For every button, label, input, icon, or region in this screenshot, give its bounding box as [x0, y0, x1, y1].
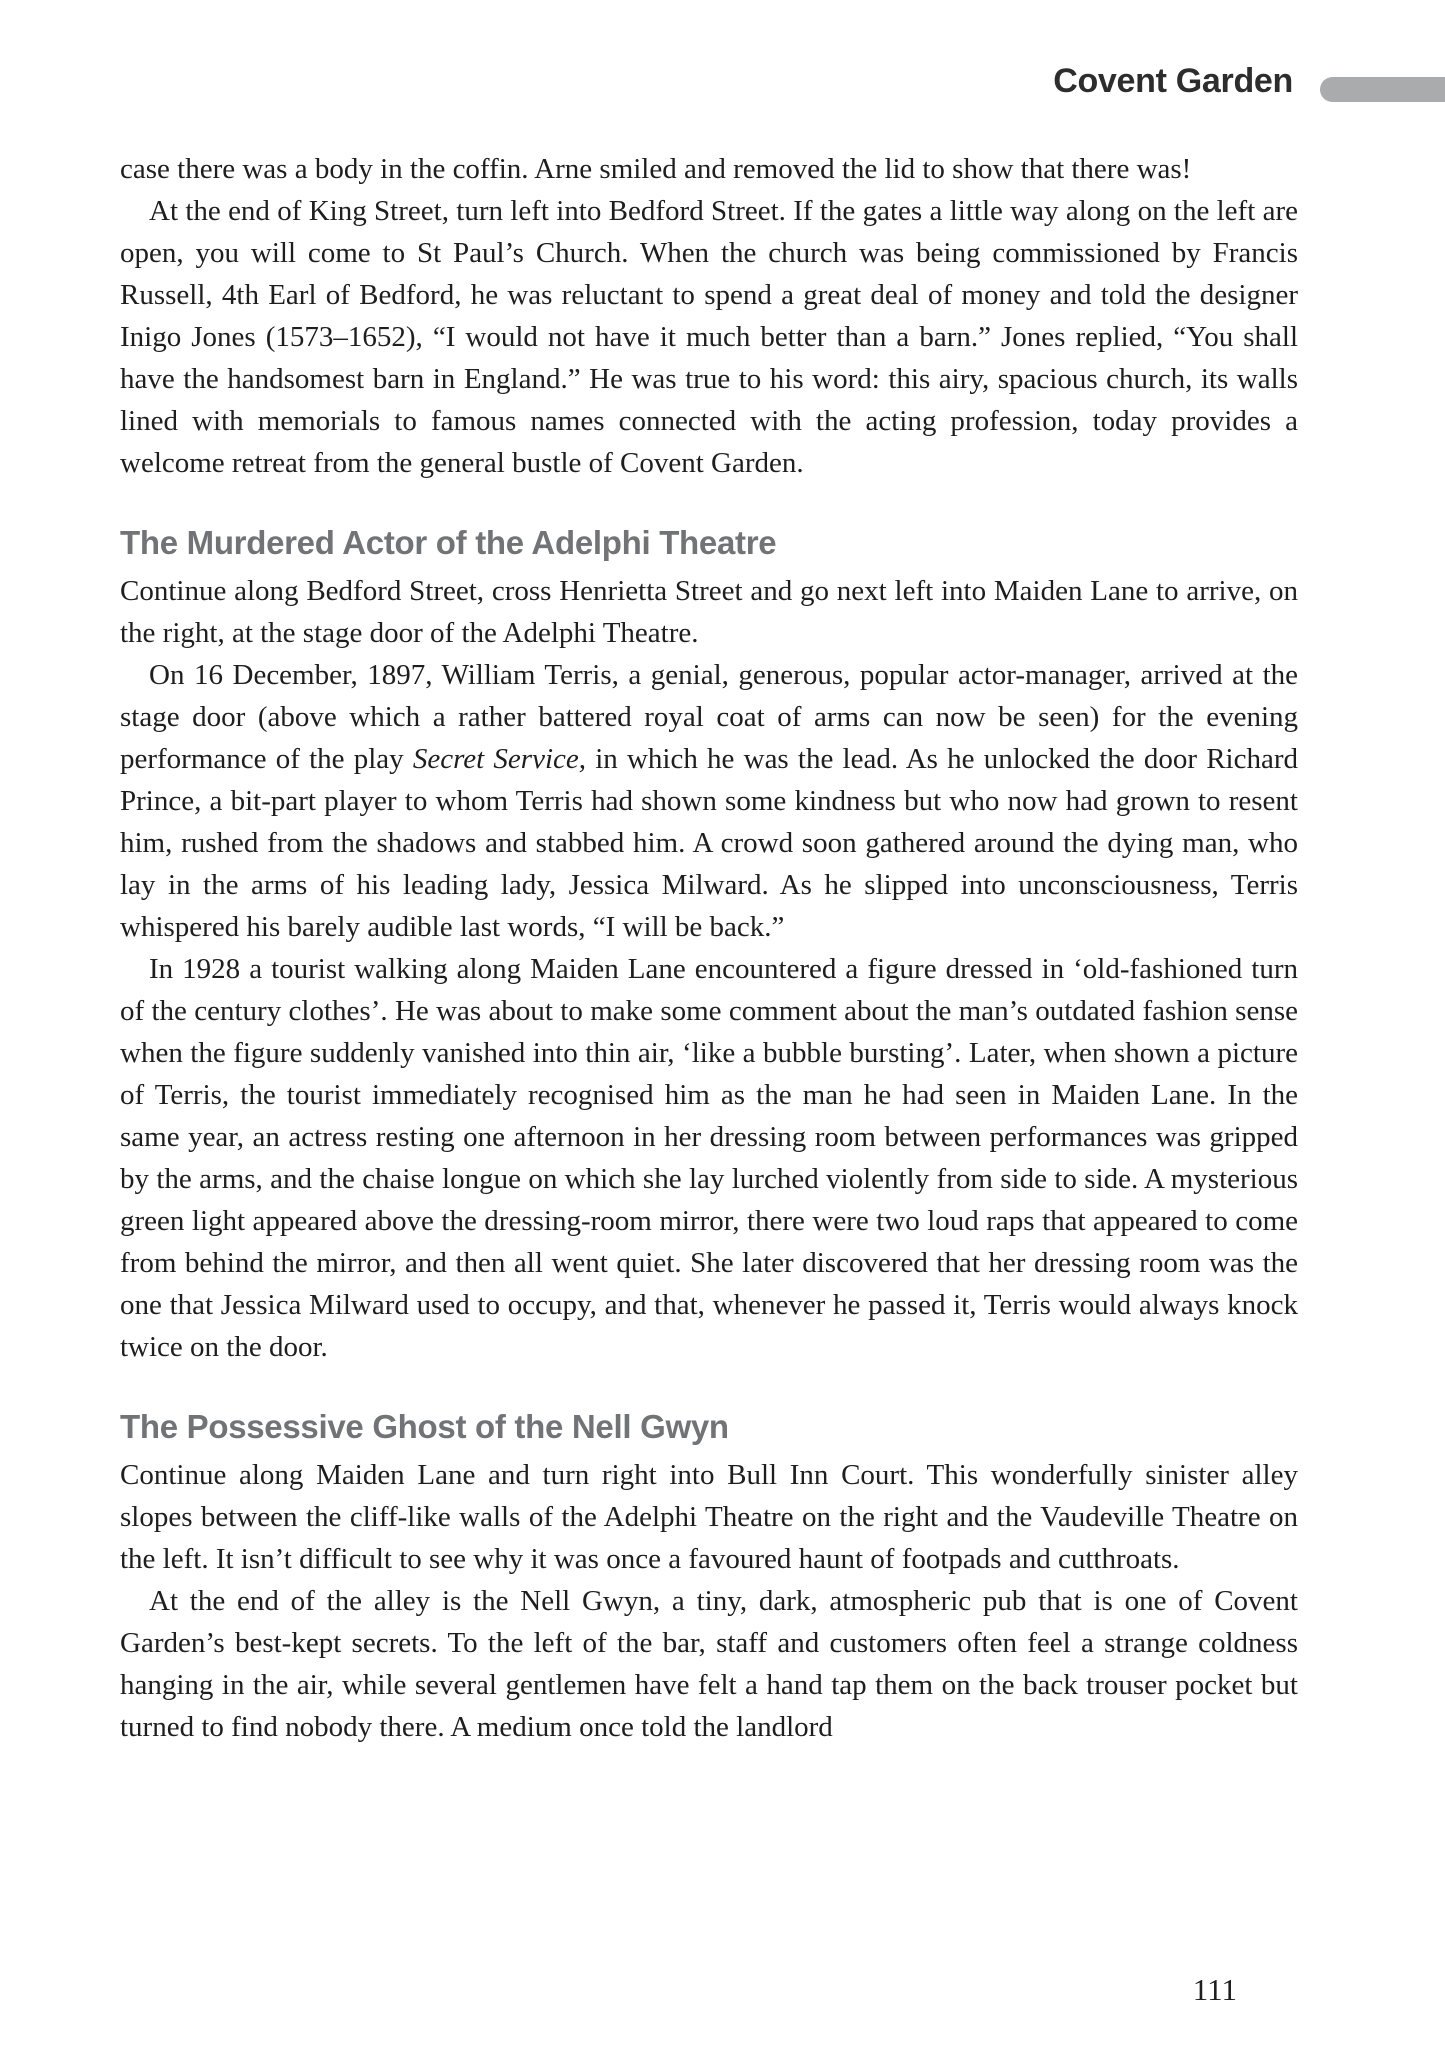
body-paragraph: [120, 948, 1298, 1368]
text-run: In 1928 a tourist walking along Maiden Lane encountered a figure dressed in ‘old-fashioned turn of the century clothes’. He was about to make some comment about the man’s outdated fashion sense when the figure suddenly vanished into thin air, ‘like a bubble bursting’. Later, when shown a picture of Terris, the tourist immediately recognised him as the man he had seen in Maiden Lane. In the same year, an actress resting one afternoon in her dressing room between performances was gripped by the arms, and the chaise longue on which she lay lurched violently from side to side. A mysterious green light appeared above the dressing-room mirror, there were two loud raps that appeared to come from behind the mirror, and then all went quiet. She later discovered that her dressing room was the one that Jessica Milward used to occupy, and that, whenever he passed it, Terris would always knock twice on the door.: [120, 953, 1298, 1363]
body-paragraph: [120, 190, 1298, 484]
running-head-title: Covent Garden: [1053, 62, 1293, 100]
text-run: At the end of King Street, turn left into Bedford Street. If the gates a little way along on the left are open, you will come to St Paul’s Church. When the church was being commissioned by Francis Russell, 4th Earl of Bedford, he was reluctant to spend a great deal of money and told the designer Inigo Jones (1573–1652), “I would not have it much better than a barn.” Jones replied, “You shall have the handsomest barn in England.” He was true to his word: this airy, spacious church, its walls lined with memorials to famous names connected with the acting profession, today provides a welcome retreat from the general bustle of Covent Garden.: [120, 195, 1298, 479]
body-paragraph: [120, 148, 1298, 190]
text-run: On 16 December, 1897, William Terris, a genial, generous, popular actor-manager, arrived at the stage door (above which a rather battered royal coat of arms can now be seen) for the evening performance of the play: [120, 659, 1298, 775]
content: [120, 148, 1298, 1748]
text-run: in which he was the lead. As he unlocked the door Richard Prince, a bit-part player to whom Terris had shown some kindness but who now had grown to resent him, rushed from the shadows and stabbed him. A crowd soon gathered around the dying man, who lay in the arms of his leading lady, Jessica Milward. As he slipped into unconsciousness, Terris whispered his barely audible last words, “I will be back.”: [120, 743, 1298, 943]
italic-play-title: Secret Service,: [412, 743, 587, 775]
text-run: At the end of the alley is the Nell Gwyn, a tiny, dark, atmospheric pub that is one of Covent Garden’s best-kept secrets. To the left of the bar, staff and customers often feel a strange coldness hanging in the air, while several gentlemen have felt a hand tap them on the back trouser pocket but turned to find nobody there. A medium once told the landlord: [120, 1585, 1298, 1743]
body-paragraph: [120, 654, 1298, 948]
body-paragraph: [120, 1454, 1298, 1580]
text-run: case there was a body in the coffin. Arne smiled and removed the lid to show that there was!: [120, 153, 1192, 185]
text-run: Continue along Bedford Street, cross Henrietta Street and go next left into Maiden Lane to arrive, on the right, at the stage door of the Adelphi Theatre.: [120, 575, 1298, 649]
text-run: Continue along Maiden Lane and turn right into Bull Inn Court. This wonderfully sinister alley slopes between the cliff-like walls of the Adelphi Theatre on the right and the Vaudeville Theatre on the left. It isn’t difficult to see why it was once a favoured haunt of footpads and cutthroats.: [120, 1459, 1298, 1575]
header-decoration-bar: [1320, 77, 1445, 102]
section-heading: The Possessive Ghost of the Nell Gwyn: [120, 1408, 729, 1445]
section-heading: The Murdered Actor of the Adelphi Theatre: [120, 524, 777, 561]
body-paragraph: [120, 1580, 1298, 1748]
body-paragraph: [120, 570, 1298, 654]
page-number: 111: [1192, 1972, 1237, 2007]
